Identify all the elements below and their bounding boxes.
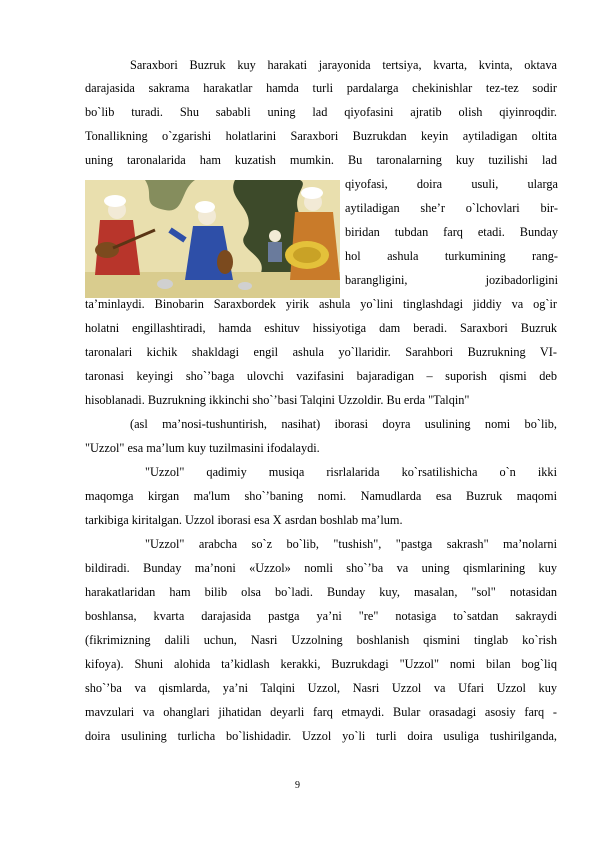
miniature-painting-musicians-icon: [85, 180, 340, 298]
text-line: doira usulining turlicha bo`lishidadir. Uzzol yo`li turli doira usuliga tushirilganda,: [85, 729, 557, 743]
page-number: 9: [295, 780, 300, 791]
text-line: barangligini, jozibadorligini: [345, 273, 558, 287]
text-line: boshlansa, kvarta darajasida pastga ya’ni "re" notasiga to`satdan sakraydi: [85, 609, 557, 623]
text-line: mavzulari va ohanglari jihatidan deyarli farq etmaydi. Bular orasadagi asosiy farq -: [85, 705, 557, 719]
text-line: maqomga kirgan ma'lum sho`’baning nomi. Namudlarda esa Buzruk maqomi: [85, 489, 557, 503]
text-line: "Uzzol" qadimiy musiqa risrlalarida ko`rsatilishicha o`n ikki: [145, 465, 557, 479]
text-line: Tonallikning o`zgarishi holatlarini Saraxbori Buzrukdan keyin aytiladigan oltita: [85, 129, 557, 143]
text-line: hisoblanadi. Buzrukning ikkinchi sho`’basi Talqini Uzzoldir. Bu erda "Talqin": [85, 393, 470, 407]
text-line: darajasida sakrama harakatlar hamda turli pardalarga chekinishlar tez-tez sodir: [85, 81, 557, 95]
text-line: kifoya). Shuni alohida ta’kidlash kerakki, Buzrukdagi "Uzzol" nomi bilan bog`liq: [85, 657, 557, 671]
text-line: sho`’ba va qismlarda, ya’ni Talqini Uzzol, Nasri Uzzol va Ufari Uzzol kuy: [85, 681, 557, 695]
text-line: harakatlaridan ham bilib olsa bo`ladi. Bunday kuy, masalan, "sol" notasidan: [85, 585, 557, 599]
text-line: hol ashula turkumining rang-: [345, 249, 558, 263]
text-line: bo`lib turadi. Shu sababli uning lad qiyofasini ajratib olish qiyinroqdir.: [85, 105, 557, 119]
text-line: bildiradi. Bunday ma’noni «Uzzol» nomli sho`’ba va uning qismlarining kuy: [85, 561, 557, 575]
text-line: (fikrimizning dalili uchun, Nasri Uzzolning boshlanish qismini tinglab ko`rish: [85, 633, 557, 647]
text-line: qiyofasi, doira usuli, ularga: [345, 177, 558, 191]
text-line: "Uzzol" arabcha so`z bo`lib, "tushish", "pastga sakrash" ma’nolarni: [145, 537, 557, 551]
text-line: ta’minlaydi. Binobarin Saraxbordek yirik ashula yo`lini tinglashdagi jiddiy va og`ir: [85, 297, 557, 311]
text-line: (asl ma’nosi-tushuntirish, nasihat) iborasi doyra usulining nomi bo`lib,: [130, 417, 557, 431]
text-line: Saraxbori Buzruk kuy harakati jarayonida tertsiya, kvarta, kvinta, oktava: [130, 58, 557, 72]
miniature-painting-image: [85, 180, 340, 298]
text-line: biridan tubdan farq etadi. Bunday: [345, 225, 558, 239]
text-line: uning taronalarida ham kuzatish mumkin. Bu taronalarning kuy tuzilishi lad: [85, 153, 557, 167]
text-line: aytiladigan she’r o`lchovlari bir-: [345, 201, 558, 215]
text-line: taronalari kichik shakldagi engil ashula yo`llaridir. Sarahbori Buzrukning VI-: [85, 345, 557, 359]
text-line: taronasi keyingi sho`’baga ulovchi vazifasini bajaradigan – suporish qismi deb: [85, 369, 557, 383]
text-line: holatni engillashtiradi, hamda eshituv hissiyotiga dam beradi. Saraxbori Buzruk: [85, 321, 557, 335]
text-line: "Uzzol" esa ma’lum kuy tuzilmasini ifodalaydi.: [85, 441, 320, 455]
text-line: tarkibiga kiritalgan. Uzzol iborasi esa X asrdan boshlab ma’lum.: [85, 513, 403, 527]
